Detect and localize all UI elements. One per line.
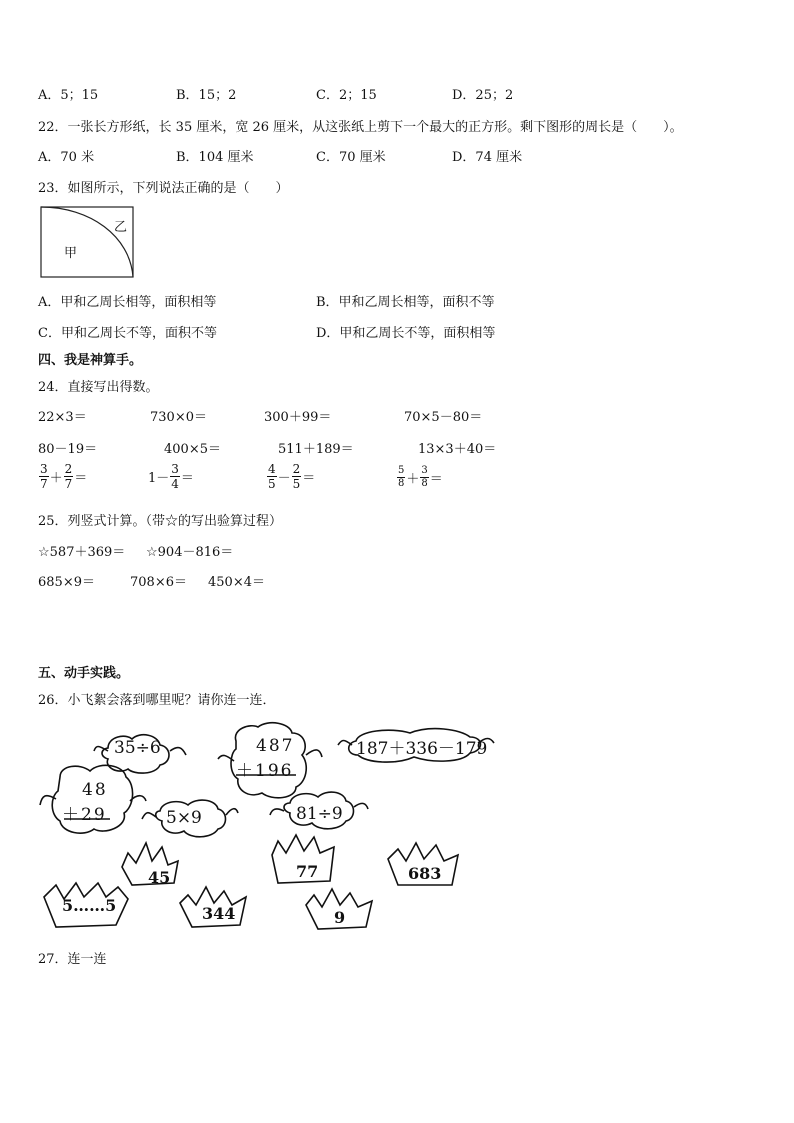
q24-question: 24．直接写出得数。 — [38, 380, 159, 395]
q25-item: 685×9＝ — [38, 575, 95, 590]
grass-answer: 5……5 — [62, 896, 117, 915]
q21-option-d: D．25；2 — [452, 88, 514, 103]
q24-item: 22×3＝ — [38, 410, 87, 425]
label-yi: 乙 — [114, 220, 128, 235]
q21-option-a: A．5；15 — [38, 88, 99, 103]
grass-answer: 9 — [334, 908, 346, 927]
q23-option-d: D．甲和乙周长不等，面积相等 — [316, 326, 496, 341]
q22-option-a: A．70 米 — [38, 150, 95, 165]
section4-title: 四、我是神算手。 — [38, 353, 143, 368]
q25-item: ☆904－816＝ — [146, 545, 234, 560]
cloud-expression: 187＋336－179 — [356, 739, 488, 759]
cloud-expression: 5×9 — [166, 808, 202, 828]
q24-item: 13×3＋40＝ — [418, 442, 497, 457]
q23-option-b: B．甲和乙周长相等，面积不等 — [316, 295, 495, 310]
section5-title: 五、动手实践。 — [38, 666, 130, 681]
grass-answer: 683 — [408, 864, 442, 883]
q26-question: 26．小飞絮会落到哪里呢？请你连一连． — [38, 693, 276, 708]
q24-item: 80－19＝ — [38, 442, 98, 457]
q22-question: 22．一张长方形纸，长 35 厘米，宽 26 厘米，从这张纸上剪下一个最大的正方形。剩下图形的周长是（ ）。 — [38, 120, 683, 135]
q23-option-a: A．甲和乙周长相等，面积相等 — [38, 295, 217, 310]
grass-answer: 77 — [296, 862, 319, 881]
cloud-expression: ＋29 — [62, 805, 107, 825]
q24-item: 300＋99＝ — [264, 410, 332, 425]
q24-item: 70×5－80＝ — [404, 410, 483, 425]
q25-question: 25．列竖式计算。（带☆的写出验算过程） — [38, 514, 283, 529]
q22-option-b: B．104 厘米 — [176, 150, 254, 165]
cloud-expression: 81÷9 — [296, 804, 343, 824]
fraction-problem-1: $\frac{3}{7}$ ＋ $\frac{2}{7}$ ＝ — [40, 462, 88, 491]
q23-figure — [40, 206, 134, 278]
q21-option-c: C．2；15 — [316, 88, 377, 103]
fraction-problem-3: $\frac{4}{5}$ － $\frac{2}{5}$ ＝ — [268, 462, 316, 491]
q22-option-d: D．74 厘米 — [452, 150, 523, 165]
grass-answer: 45 — [148, 868, 171, 887]
q22-option-c: C．70 厘米 — [316, 150, 386, 165]
q25-item: 450×4＝ — [208, 575, 265, 590]
cloud-expression: 487 — [256, 736, 295, 756]
fraction-problem-4: $\frac{5}{8}$ ＋ $\frac{3}{8}$ ＝ — [398, 465, 443, 489]
cloud-expression: ＋196 — [236, 761, 294, 781]
q23-option-c: C．甲和乙周长不等，面积不等 — [38, 326, 217, 341]
q23-question: 23．如图所示，下列说法正确的是（ ） — [38, 181, 289, 196]
cloud-expression: 48 — [82, 780, 108, 800]
grass-answer: 344 — [202, 904, 236, 923]
q24-item: 400×5＝ — [164, 442, 221, 457]
q24-item: 511＋189＝ — [278, 442, 354, 457]
q27-question: 27．连一连 — [38, 952, 107, 967]
q25-item: ☆587＋369＝ — [38, 545, 126, 560]
fraction-problem-2: 1－ $\frac{3}{4}$ ＝ — [148, 462, 194, 491]
q21-option-b: B．15；2 — [176, 88, 237, 103]
cloud-expression: 35÷6 — [114, 738, 161, 758]
q25-item: 708×6＝ — [130, 575, 187, 590]
q24-item: 730×0＝ — [150, 410, 207, 425]
label-jia: 甲 — [64, 246, 78, 261]
